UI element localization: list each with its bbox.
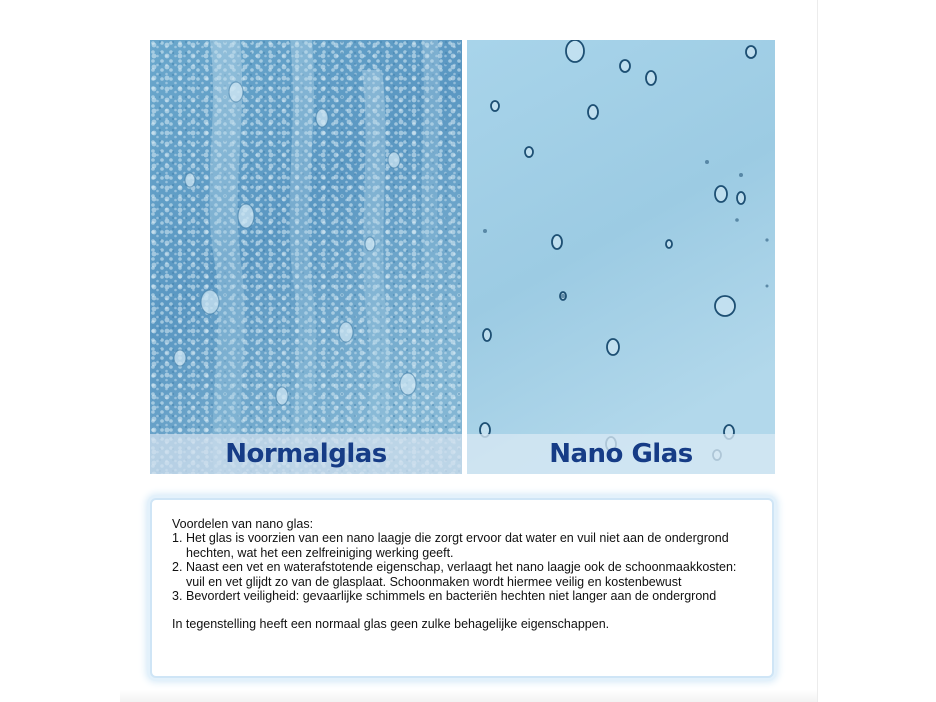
benefits-box (150, 498, 774, 678)
page-bottom-shade (120, 690, 817, 702)
conclusion-text: In tegenstelling heeft een normaal glas geen zulke behagelijke eigenschappen. (172, 617, 610, 632)
normal-glass-photo (150, 40, 462, 474)
benefit-text: Naast een vet en waterafstotende eigenschap, verlaagt het nano laagje ook de schoonmaakkosten: vuil en vet glijdt zo van de glasplaat. Schoonmaken wordt hiermee veilig en kostenbewust (186, 560, 737, 589)
nano-glass-illustration (467, 40, 775, 474)
benefit-item (172, 589, 758, 603)
benefit-item (172, 560, 758, 589)
normal-glass-illustration (150, 40, 462, 474)
benefit-number: 1. (172, 531, 183, 546)
benefit-text: Het glas is voorzien van een nano laagje die zorgt ervoor dat water en vuil niet aan de ondergrond hechten, wat het een zelfreiniging werking geeft. (186, 531, 729, 560)
benefit-text: Bevordert veiligheid: gevaarlijke schimmels en bacteriën hechten niet langer aan de ondergrond (186, 589, 717, 604)
benefits-list (172, 531, 758, 603)
benefit-number: 2. (172, 560, 183, 575)
benefit-number: 3. (172, 589, 183, 604)
benefits-heading: Voordelen van nano glas: (172, 517, 314, 531)
benefit-item (172, 531, 758, 560)
nano-glass-photo (467, 40, 775, 474)
page-edge-rule (817, 0, 818, 702)
nano-glass-label: Nano Glas (467, 434, 775, 474)
normal-glass-label: Normalglas (150, 434, 462, 474)
